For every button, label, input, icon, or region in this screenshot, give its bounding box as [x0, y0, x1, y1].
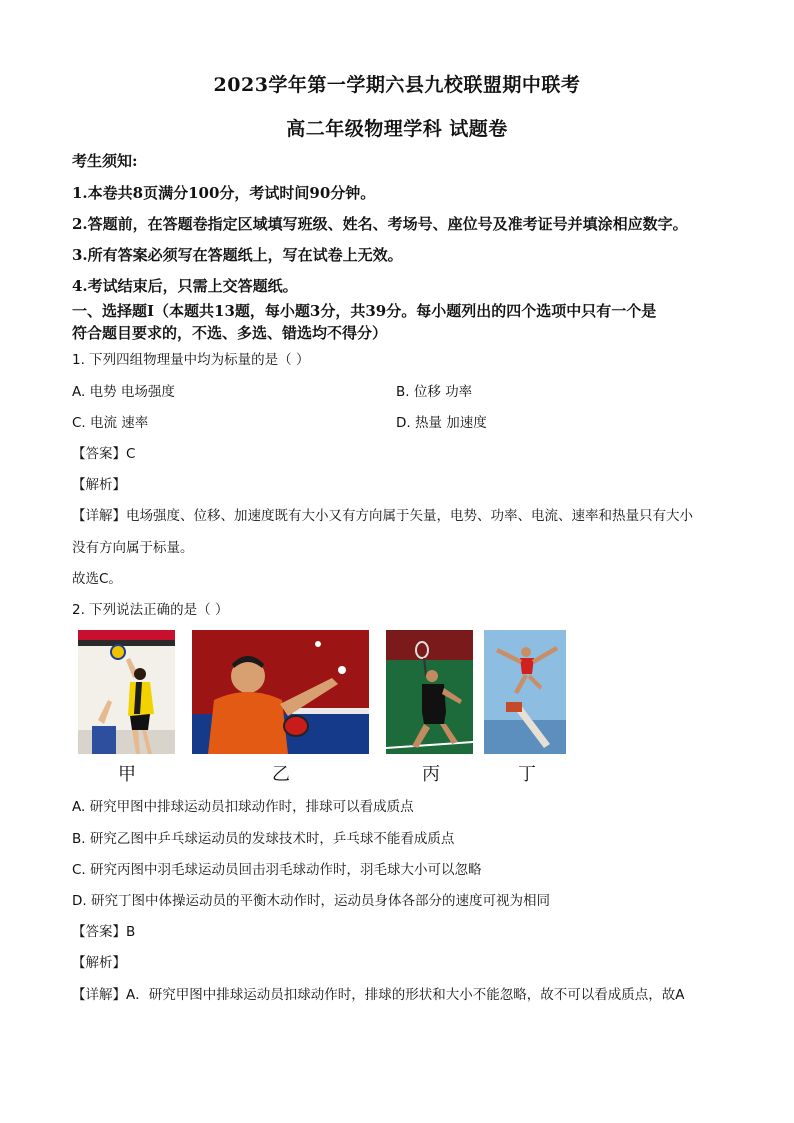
answer-value: C: [126, 446, 136, 462]
volleyball-photo: [78, 630, 175, 754]
section-heading-cont: 符合题目要求的，不选、多选、错选均不得分）: [72, 324, 388, 342]
q1-option-a: A. 电势 电场强度: [72, 384, 175, 400]
answer-tag: 【答案】: [72, 924, 126, 940]
badminton-photo: [386, 630, 473, 754]
q1-answer: [72, 442, 135, 462]
detail-text: 电场强度、位移、加速度既有大小又有方向属于矢量，电势、功率、电流、速率和热量只有大小: [126, 508, 693, 524]
photo-caption-bing: 丙: [422, 764, 440, 785]
photo-caption-yi: 乙: [272, 764, 290, 785]
detail-text: A．研究甲图中排球运动员扣球动作时，排球的形状和大小不能忽略，故不可以看成质点，故A: [126, 987, 685, 1003]
q2-option-c: C. 研究丙图中羽毛球运动员回击羽毛球动作时，羽毛球大小可以忽略: [72, 862, 482, 878]
notice-item: 2.答题前，在答题卷指定区域填写班级、姓名、考场号、座位号及准考证号并填涂相应数字。: [72, 215, 688, 233]
q2-analysis-tag: 【解析】: [72, 955, 126, 971]
notice-item: 4.考试结束后，只需上交答题纸。: [72, 277, 298, 295]
exam-title: 2023学年第一学期六县九校联盟期中联考: [213, 74, 581, 96]
q2-option-b: B. 研究乙图中乒乓球运动员的发球技术时，乒乓球不能看成质点: [72, 831, 455, 847]
photo-caption-ding: 丁: [518, 764, 536, 785]
q1-option-b: B. 位移 功率: [396, 384, 473, 400]
detail-tag: 【详解】: [72, 508, 126, 524]
q1-detail-cont: 没有方向属于标量。: [72, 540, 194, 556]
answer-tag: 【答案】: [72, 446, 126, 462]
q1-detail: [72, 504, 693, 524]
exam-subtitle: 高二年级物理学科 试题卷: [286, 118, 508, 140]
q2-stem: 2. 下列说法正确的是（ ）: [72, 602, 229, 618]
q1-stem: 1. 下列四组物理量中均为标量的是（ ）: [72, 352, 310, 368]
gymnastics-photo: [484, 630, 566, 754]
q1-analysis-tag: 【解析】: [72, 477, 126, 493]
photo-caption-jia: 甲: [118, 764, 136, 785]
q2-option-d: D. 研究丁图中体操运动员的平衡木动作时，运动员身体各部分的速度可视为相同: [72, 893, 550, 909]
q2-detail: [72, 983, 684, 1003]
q2-answer: [72, 920, 135, 940]
notice-item: 3.所有答案必须写在答题纸上，写在试卷上无效。: [72, 246, 403, 264]
answer-value: B: [126, 924, 136, 940]
q1-conclusion: 故选C。: [72, 571, 122, 587]
volleyball-player-image: [78, 630, 175, 754]
q1-option-c: C. 电流 速率: [72, 415, 149, 431]
detail-tag: 【详解】: [72, 987, 126, 1003]
table-tennis-player-image: [192, 630, 369, 754]
badminton-player-image: [386, 630, 473, 754]
gymnastics-athlete-image: [484, 630, 566, 754]
q1-option-d: D. 热量 加速度: [396, 415, 487, 431]
table-tennis-photo: [192, 630, 369, 754]
q2-option-a: A. 研究甲图中排球运动员扣球动作时，排球可以看成质点: [72, 799, 414, 815]
notice-item: 1.本卷共8页满分100分，考试时间90分钟。: [72, 184, 376, 202]
notice-heading: 考生须知:: [72, 152, 138, 170]
section-heading: 一、选择题Ⅰ（本题共13题，每小题3分，共39分。每小题列出的四个选项中只有一个是: [72, 302, 657, 320]
